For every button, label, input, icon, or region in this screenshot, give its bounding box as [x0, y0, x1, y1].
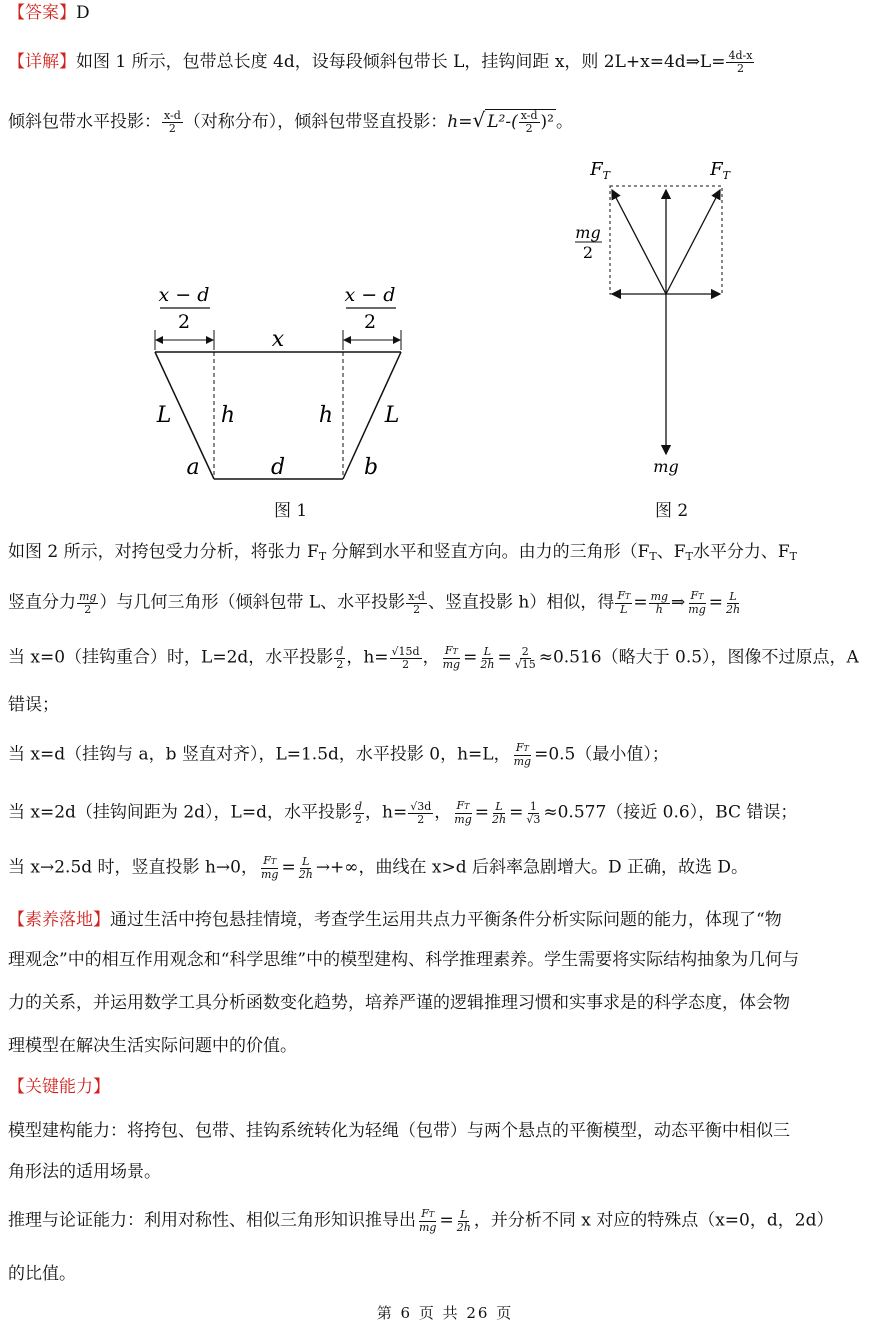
fraction-num: L: [302, 854, 310, 868]
subscript: T: [649, 550, 657, 563]
fraction: [417, 1208, 438, 1234]
analysis-line-1: [8, 540, 797, 569]
fraction: [390, 646, 422, 671]
fraction-den: mg: [442, 658, 461, 671]
fraction-num: mg: [650, 589, 669, 603]
literacy-line-2: 理观念”中的相互作用观念和“科学思维”中的模型建构、科学推理素养。学生需要将实际结构抽象为几何与: [8, 950, 800, 970]
fig1-b: b: [363, 455, 379, 480]
subscript: T: [685, 550, 693, 563]
ft-right-arrow: [666, 190, 720, 294]
literacy-line-1: [8, 908, 782, 932]
case-1-line-2: 错误；: [8, 695, 59, 715]
equals: =: [633, 592, 648, 613]
subscript: T: [318, 550, 327, 563]
fig1-top-left-num: x − d: [158, 284, 210, 306]
fraction-den: L: [620, 603, 628, 616]
analysis-line-2: [8, 590, 743, 616]
fraction-den: √15: [514, 657, 536, 671]
fraction: [513, 646, 538, 671]
fraction: [353, 801, 364, 826]
fraction-num: 4d-x: [728, 49, 753, 62]
fig1-L-right: L: [384, 403, 400, 428]
fraction: [726, 50, 754, 75]
text: 当 x→2.5d 时，竖直投影 h→0，: [8, 857, 258, 878]
fraction: [441, 645, 462, 671]
fraction-num: FT: [421, 1207, 435, 1220]
text: 当 x=2d（挂钩间距为 2d），L=d，水平投影: [8, 802, 352, 823]
fraction-num: FT: [617, 589, 631, 602]
fraction: [519, 110, 540, 135]
fig1-top-right-num: x − d: [344, 284, 396, 306]
detail-text: 。: [555, 112, 573, 132]
fig1-h-right: h: [318, 403, 334, 428]
answer-value: D: [76, 3, 90, 23]
ability-line-2: 角形法的适用场景。: [8, 1162, 161, 1182]
fraction-num: L: [729, 589, 737, 603]
fraction: [478, 646, 496, 671]
text: 如图 2 所示，对挎包受力分析，将张力 F: [8, 542, 319, 562]
text: 、竖直投影 h）相似，得: [427, 592, 615, 613]
subscript: T: [698, 592, 704, 601]
fraction-num: L: [460, 1207, 468, 1221]
fraction-den: 2h: [492, 812, 507, 826]
ft-left-arrow: [612, 190, 666, 294]
text: ，: [434, 802, 452, 823]
fraction-den: mg: [260, 868, 279, 881]
text: 竖直分力: [8, 592, 76, 613]
fraction-num: L: [495, 799, 503, 813]
fraction-den: 2: [525, 122, 533, 135]
text: ，h=: [365, 802, 408, 823]
fraction-den: 2: [413, 602, 421, 616]
fraction-num: 2: [521, 644, 529, 658]
fraction-num: 1: [529, 799, 537, 813]
text: ≈0.516（略大于 0.5），图像不过原点，A: [538, 647, 859, 668]
fraction-den: 2h: [726, 602, 741, 616]
fraction-num: x-d: [164, 109, 181, 122]
fraction: [77, 591, 98, 616]
text: →+∞，曲线在 x>d 后斜率急剧增大。D 正确，故选 D。: [315, 857, 749, 878]
ability-line-1: 模型建构能力：将挎包、包带、挂钩系统转化为轻绳（包带）与两个悬点的平衡模型，动态平衡中相似三: [8, 1121, 790, 1141]
fig1-x-label: x: [271, 327, 285, 352]
ft-left-label: [589, 159, 612, 182]
text: 水平分力、F: [692, 542, 790, 562]
fraction-num: d: [354, 799, 362, 813]
fraction-num: FT: [456, 799, 470, 812]
fraction-den: 2: [736, 62, 744, 75]
text: 当 x=0（挂钩重合）时，L=2d，水平投影: [8, 647, 334, 668]
fraction-num: mg: [79, 589, 97, 603]
fig1-h-left: h: [220, 403, 236, 428]
text: ，h=: [346, 647, 389, 668]
fraction-den: 2: [84, 602, 92, 616]
text: ⇒: [671, 592, 686, 613]
sqrt-body: [485, 109, 556, 135]
case-2-line: [8, 742, 669, 768]
fraction: [615, 590, 632, 616]
fraction: [649, 591, 670, 616]
fraction: [452, 800, 473, 826]
fraction: [408, 801, 433, 826]
fraction-den: 2: [417, 812, 425, 826]
detail-line-2: [8, 108, 573, 135]
case-1-line: 当 x=0（挂钩重合）时，L=2d，水平投影 $\frac{d}{2}$ ，h= $\frac{√15d}{2}$ ， $\frac{FT}{mg}$ = $\frac{L}{2h}$ = $\frac{2}{√15}$ ≈0.516（略大于 0.5），图像不过原点，A: [8, 644, 859, 671]
case-3-line: 当 x=2d（挂钩间距为 2d），L=d，水平投影 $\frac{d}{2}$ ，h= $\frac{√3d}{2}$ ， $\frac{FT}{mg}$ = $\frac{L}{2h}$ = $\frac{1}{√3}$ ≈0.577（接近 0.6），BC 错误；: [8, 799, 798, 826]
fraction-den: mg: [688, 603, 706, 616]
fraction-den: 2: [402, 657, 410, 671]
detail-line-1: [8, 50, 755, 75]
fraction-den: h: [655, 602, 663, 616]
ability-tag: 【关键能力】: [8, 1077, 110, 1097]
detail-text: 如图 1 所示，包带总长度 4d，设每段倾斜包带长 L，挂钩间距 x，则 2L+x=4d⇒L=: [76, 52, 726, 72]
fraction-den: mg: [513, 755, 532, 768]
figure-1-diagram: [140, 280, 420, 490]
text: 当 x=d（挂钩与 a，b 竖直对齐），L=1.5d，水平投影 0，h=L，: [8, 744, 511, 765]
fraction-num: L: [483, 644, 492, 658]
fraction-den: 2h: [480, 657, 495, 671]
fig1-top-left-den: 2: [177, 311, 191, 333]
fraction-num: FT: [690, 589, 704, 602]
sqrt-part: L²-(: [487, 112, 518, 132]
text: 推理与论证能力：利用对称性、相似三角形知识推导出: [8, 1210, 416, 1231]
fraction-den: 2h: [298, 867, 313, 881]
fig1-d: d: [270, 455, 286, 480]
figure-2-diagram: [570, 150, 750, 480]
sqrt-sign: √: [472, 108, 486, 132]
fraction-den: mg: [419, 1221, 437, 1234]
fraction: [334, 646, 345, 671]
fraction-num: x-d: [520, 109, 538, 122]
literacy-line-4: 理模型在解决生活实际问题中的价值。: [8, 1036, 297, 1056]
answer-tag: 【答案】: [8, 3, 76, 23]
text: ，并分析不同 x 对应的特殊点（x=0，d，2d）: [473, 1210, 834, 1231]
ft-sub: T: [602, 169, 610, 182]
fraction-num: FT: [263, 854, 277, 867]
fraction: [406, 591, 427, 616]
fraction: [512, 742, 533, 768]
answer-line: [8, 1, 90, 25]
text: 、F: [656, 542, 686, 562]
fraction-den: mg: [454, 813, 472, 826]
fraction-den: 2: [354, 812, 362, 826]
fraction: [724, 591, 742, 616]
text: 通过生活中挎包悬挂情境，考查学生运用共点力平衡条件分析实际问题的能力，体现了“物: [110, 910, 782, 930]
detail-tag: 【详解】: [8, 52, 76, 72]
literacy-line-3: 力的关系，并运用数学工具分析函数变化趋势，培养严谨的逻辑推理习惯和实事求是的科学态度，体会物: [8, 993, 790, 1013]
sqrt-part: )²: [540, 112, 554, 132]
fraction: [455, 1209, 473, 1234]
text: 分解到水平和竖直方向。由力的三角形（F: [326, 542, 650, 562]
fraction: [259, 855, 280, 881]
fraction-num: FT: [515, 741, 529, 754]
mg-half-den: 2: [582, 243, 594, 262]
fig1-a: a: [186, 455, 200, 480]
fraction: [297, 856, 315, 881]
fraction-num: √3d: [410, 799, 432, 813]
ft-text: F: [590, 159, 603, 180]
detail-text: （对称分布），倾斜包带竖直投影：: [183, 112, 448, 132]
fraction-num: x-d: [408, 589, 425, 603]
h-eq: h=: [447, 112, 473, 132]
fraction-den: 2: [168, 122, 176, 135]
ft-sub: T: [722, 169, 730, 182]
figure-1-caption: 图 1: [274, 501, 308, 521]
ft-right-label: [709, 159, 732, 182]
fraction: [524, 801, 542, 826]
subscript: T: [789, 550, 797, 563]
fraction: [490, 801, 508, 826]
fig1-L-left: L: [156, 403, 172, 428]
text: ≈0.577（接近 0.6），BC 错误；: [543, 802, 798, 823]
fraction-den: 2: [336, 657, 344, 671]
fraction: [686, 590, 707, 616]
fraction-num: √15d: [391, 644, 420, 658]
case-4-line: 当 x→2.5d 时，竖直投影 h→0， $\frac{FT}{mg}$ = $\frac{L}{2h}$ →+∞，曲线在 x>d 后斜率急剧增大。D 正确，故选 D。: [8, 854, 749, 881]
subscript: T: [624, 592, 631, 601]
literacy-tag: 【素养落地】: [8, 910, 110, 930]
detail-text: 倾斜包带水平投影：: [8, 112, 161, 132]
figure-2-caption: 图 2: [655, 501, 689, 521]
fraction: [162, 110, 183, 135]
text: ）与几何三角形（倾斜包带 L、水平投影: [99, 592, 406, 613]
page-footer: 第 6 页 共 26 页: [376, 1304, 514, 1322]
ft-text: F: [710, 159, 723, 180]
fig1-top-right-den: 2: [363, 311, 377, 333]
mg-half-num: mg: [575, 223, 601, 242]
fraction-num: FT: [444, 644, 458, 657]
fraction-den: √3: [526, 812, 541, 826]
fraction-num: d: [336, 644, 344, 658]
text: ，: [422, 647, 440, 668]
mg-label: mg: [653, 457, 679, 476]
text: =0.5（最小值）；: [534, 744, 669, 765]
equals: =: [708, 592, 724, 613]
fraction-den: 2h: [456, 1220, 471, 1234]
ability-line-4: 的比值。: [8, 1264, 76, 1284]
ability-line-3: 推理与论证能力：利用对称性、相似三角形知识推导出 $\frac{FT}{mg}$ = $\frac{L}{2h}$ ，并分析不同 x 对应的特殊点（x=0，d，2d）: [8, 1207, 834, 1234]
